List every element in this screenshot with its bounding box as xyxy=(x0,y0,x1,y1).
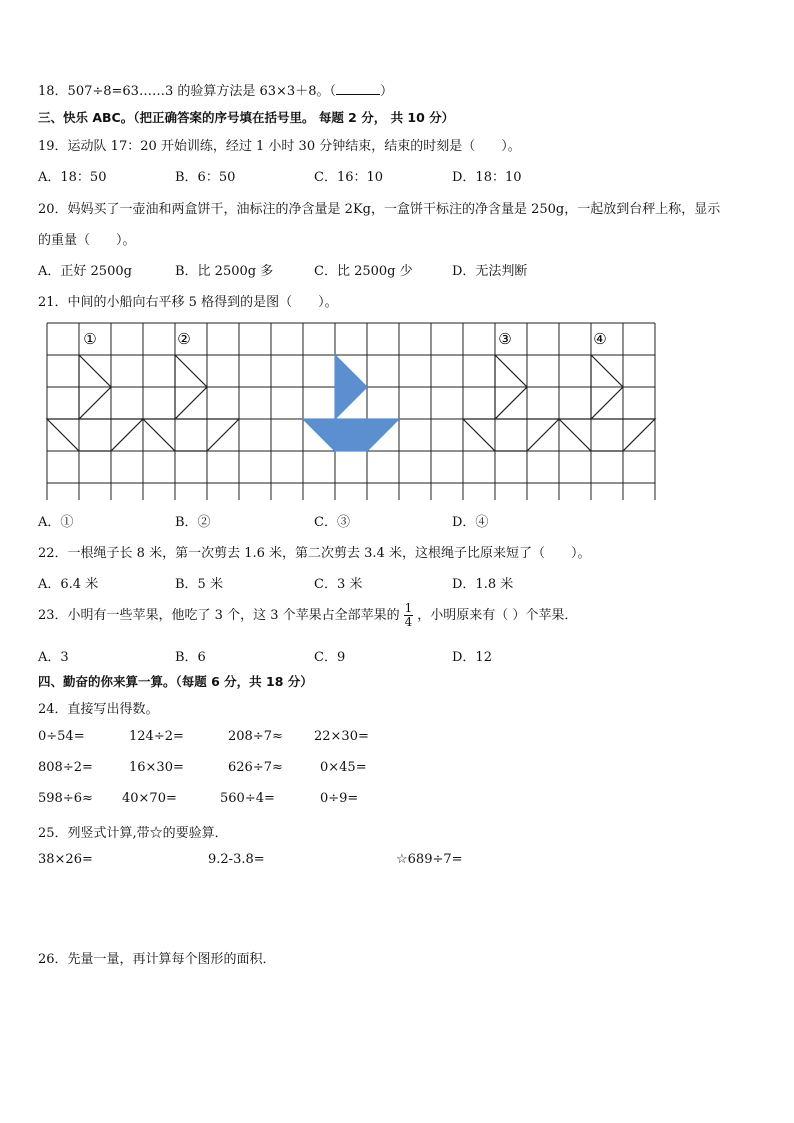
question-21-text: 21．中间的小船向右平移 5 格得到的是图（ ）。 xyxy=(38,295,338,310)
calc-item: 808÷2= xyxy=(38,760,93,775)
grid-lines xyxy=(47,323,655,500)
calc-item: 0÷9= xyxy=(320,791,359,806)
q20-option-b[interactable]: B．比 2500g 多 xyxy=(175,264,274,279)
boat-grid-figure xyxy=(44,320,658,500)
boats xyxy=(47,355,655,451)
boat-hull xyxy=(143,419,239,451)
q20-option-a[interactable]: A．正好 2500g xyxy=(38,264,132,279)
q21-option-a[interactable]: A．① xyxy=(38,515,74,530)
question-23-before: 23．小明有一些苹果，他吃了 3 个，这 3 个苹果占全部苹果的 xyxy=(38,608,400,623)
question-18 xyxy=(38,80,393,99)
calc-item: 40×70= xyxy=(122,791,177,806)
q19-option-c[interactable]: C．16：10 xyxy=(314,170,384,185)
boat-hull xyxy=(463,419,559,451)
q21-option-b[interactable]: B．② xyxy=(175,515,211,530)
section-4-title: 四、勤奋的你来算一算。（每题 6 分，共 18 分） xyxy=(38,674,313,689)
figure-label-2: ② xyxy=(177,330,191,348)
question-25-text: 25．列竖式计算,带☆的要验算． xyxy=(38,826,228,841)
q19-option-b[interactable]: B．6：50 xyxy=(175,170,236,185)
calc-item: 16×30= xyxy=(129,760,184,775)
q22-option-a[interactable]: A．6.4 米 xyxy=(38,577,99,592)
q22-option-c[interactable]: C．3 米 xyxy=(314,577,363,592)
question-18-close: ） xyxy=(379,84,393,99)
vertical-calc-item: ☆689÷7= xyxy=(396,852,463,867)
figure-label-1: ① xyxy=(83,330,97,348)
figure-label-3: ③ xyxy=(498,330,512,348)
question-24-text: 24．直接写出得数。 xyxy=(38,702,159,717)
q21-option-d[interactable]: D．④ xyxy=(452,515,489,530)
calc-item: 598÷6≈ xyxy=(38,791,93,806)
q20-option-c[interactable]: C．比 2500g 少 xyxy=(314,264,413,279)
calc-item: 626÷7≈ xyxy=(228,760,283,775)
question-26-text: 26．先量一量，再计算每个图形的面积． xyxy=(38,952,276,967)
q23-option-d[interactable]: D．12 xyxy=(452,650,492,665)
center-boat-sail xyxy=(335,355,367,419)
question-18-text: 18．507÷8=63……3 的验算方法是 63×3＋8。（ xyxy=(38,84,336,99)
q19-option-a[interactable]: A．18：50 xyxy=(38,170,107,185)
q19-option-d[interactable]: D．18：10 xyxy=(452,170,522,185)
q21-option-c[interactable]: C．③ xyxy=(314,515,350,530)
answer-blank[interactable] xyxy=(336,82,380,95)
question-23 xyxy=(38,602,577,629)
fraction-denominator: 4 xyxy=(404,615,413,629)
question-20-line2: 的重量（ ）。 xyxy=(38,233,136,248)
section-3-title: 三、快乐 ABC。（把正确答案的序号填在括号里。 每题 2 分， 共 10 分） xyxy=(38,110,455,125)
question-23-after: ，小明原来有（ ）个苹果． xyxy=(417,608,578,623)
question-20-line1: 20．妈妈买了一壶油和两盒饼干，油标注的净含量是 2Kg，一盒饼干标注的净含量是 250g，一起放到台秤上称，显示 xyxy=(38,202,721,217)
question-19-text: 19．运动队 17：20 开始训练，经过 1 小时 30 分钟结束，结束的时刻是（ ）。 xyxy=(38,139,521,154)
calc-item: 0×45= xyxy=(320,760,367,775)
q20-option-d[interactable]: D．无法判断 xyxy=(452,264,528,279)
boat-hull xyxy=(559,419,655,451)
boat-hull xyxy=(47,419,143,451)
calc-item: 124÷2= xyxy=(129,729,184,744)
calc-item: 560÷4= xyxy=(220,791,275,806)
q23-option-c[interactable]: C．9 xyxy=(314,650,346,665)
q23-option-a[interactable]: A．3 xyxy=(38,650,69,665)
center-boat-hull xyxy=(303,419,399,451)
calc-item: 22×30= xyxy=(314,729,369,744)
fraction-numerator: 1 xyxy=(404,601,413,615)
figure-label-4: ④ xyxy=(593,330,607,348)
q22-option-d[interactable]: D．1.8 米 xyxy=(452,577,514,592)
question-22-text: 22．一根绳子长 8 米，第一次剪去 1.6 米，第二次剪去 3.4 米，这根绳子比原来短了（ ）。 xyxy=(38,546,591,561)
fraction-one-quarter xyxy=(404,602,414,629)
vertical-calc-item: 9.2-3.8= xyxy=(208,852,265,867)
q22-option-b[interactable]: B．5 米 xyxy=(175,577,223,592)
calc-item: 0÷54= xyxy=(38,729,85,744)
q23-option-b[interactable]: B．6 xyxy=(175,650,206,665)
calc-item: 208÷7≈ xyxy=(228,729,283,744)
vertical-calc-item: 38×26= xyxy=(38,852,93,867)
